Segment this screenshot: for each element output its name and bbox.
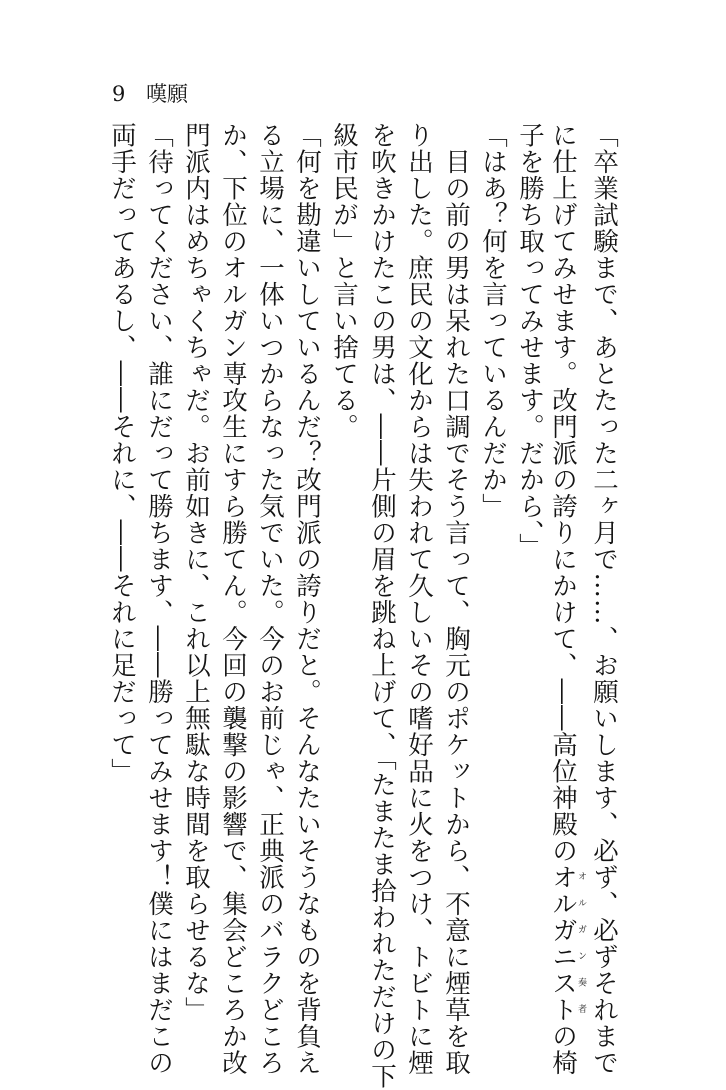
vertical-body-text xyxy=(103,122,623,1090)
text-line-1: 「卒業試験まで、あとたった二ヶ月で……、お願いします、必ず、必ずそれまで xyxy=(589,122,619,1076)
text-line-9: 「何を勘違いしているんだ？改門派の誇りだと。そんなたいそうなものを背負え xyxy=(292,122,322,1076)
page-number: 9 xyxy=(112,82,126,106)
text-line-14: 両手だってあるし、――それに、――それに足だって」 xyxy=(107,122,137,785)
organist-ruby-base: オルガニスト xyxy=(548,864,578,1023)
text-line-13: 「待ってください、誰にだって勝ちます、――勝ってみせます！僕にはまだこの xyxy=(144,122,174,1076)
text-line-5-content: 目の前の男は呆れた口調でそう言って、胸元のポケットから、不意に煙草を取 xyxy=(441,148,471,1076)
text-line-8: 級市民が」と言い捨てる。 xyxy=(329,122,359,440)
text-line-2-part-b: の椅 xyxy=(548,1023,578,1076)
text-line-5 xyxy=(437,122,475,1076)
text-line-4: 「はあ？何を言っているんだか」 xyxy=(478,122,508,520)
text-line-7: を吹きかけたこの男は、――片側の眉を跳ね上げて、「たまたま拾われただけの下 xyxy=(367,122,397,1090)
organist-ruby xyxy=(548,864,586,1023)
text-line-3: 子を勝ち取ってみせます。だから、」 xyxy=(515,122,545,560)
organist-ruby-gloss: オルガン奏者 xyxy=(576,864,586,1023)
text-line-6: り出した。庶民の文化からは失われて久しいその嗜好品に火をつけ、トビトに煙 xyxy=(404,122,434,1076)
text-line-10: る立場に、一体いつからなった気でいた。今のお前じゃ、正典派のバラクどころ xyxy=(255,122,285,1076)
text-line-12: 門派内はめちゃくちゃだ。お前如きに、これ以上無駄な時間を取らせるな」 xyxy=(181,122,211,1023)
chapter-title: 嘆願 xyxy=(146,82,189,106)
text-line-2 xyxy=(548,122,586,1076)
text-line-2-part-a: に仕上げてみせます。改門派の誇りにかけて、――高位神殿の xyxy=(548,122,578,864)
running-header xyxy=(112,80,188,108)
text-line-11: か、下位のオルガン専攻生にすら勝てん。今回の襲撃の影響で、集会どころか改 xyxy=(218,122,248,1076)
